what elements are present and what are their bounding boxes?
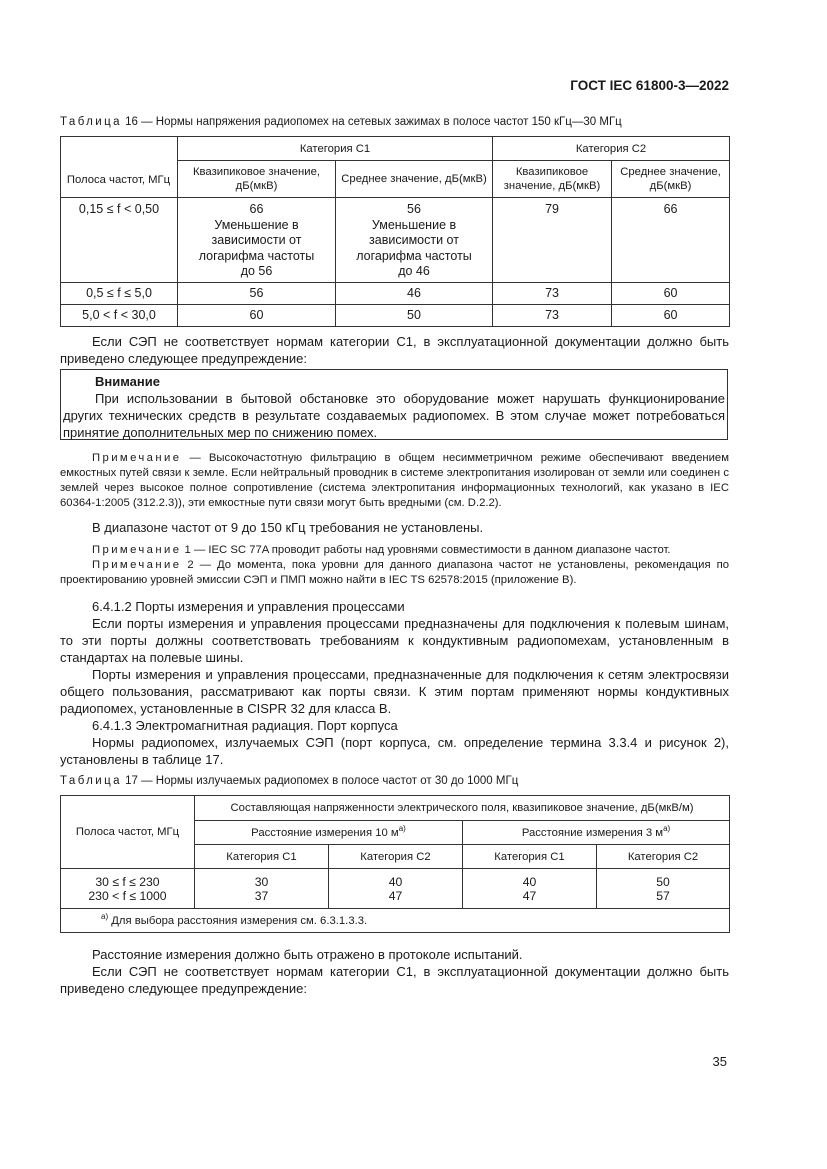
table17-caption-label: Таблица bbox=[60, 775, 122, 787]
dist3-label: Расстояние измерения 3 м bbox=[521, 826, 664, 839]
table17-dist10 bbox=[195, 821, 463, 845]
table16-qp-c2: 79 bbox=[493, 198, 612, 283]
page-number: 35 bbox=[712, 1054, 727, 1069]
note-label: Примечание bbox=[92, 544, 182, 556]
table16-caption-text: 16 — Нормы напряжения радиопомех на сетевых зажимах в полосе частот 150 кГц—30 МГц bbox=[121, 116, 622, 128]
table16-col-qp-c1: Квазипиковое значение, дБ(мкВ) bbox=[178, 161, 336, 198]
table16-qp-c1 bbox=[178, 198, 336, 283]
table17-dist3 bbox=[463, 821, 730, 845]
table17-d3-c2 bbox=[597, 869, 730, 909]
table17-cat-c1: Категория С1 bbox=[463, 845, 597, 869]
note-label: Примечание bbox=[92, 559, 182, 571]
table17-caption-text: 17 — Нормы излучаемых радиопомех в полосе частот от 30 до 1000 МГц bbox=[121, 775, 519, 787]
note bbox=[60, 451, 729, 511]
band-value: 0,15 ≤ f < 0,50 bbox=[78, 202, 160, 216]
table16-caption bbox=[60, 116, 729, 128]
cell-value: 40 bbox=[388, 874, 403, 889]
table17-d10-c1 bbox=[195, 869, 329, 909]
note-label: Примечание bbox=[92, 452, 182, 464]
paragraph: Если СЭП не соответствует нормам категории С1, в эксплуатационной документации должно быть приведено следующее предупреждение: bbox=[60, 964, 729, 996]
note-text: 1 — IEC SC 77A проводит работы над уровнями совместимости в данном диапазоне частот. bbox=[181, 544, 671, 556]
table17-cat-c2: Категория С2 bbox=[329, 845, 463, 869]
table16-avg-c1 bbox=[336, 198, 493, 283]
table-row bbox=[61, 198, 730, 283]
note-text: — Высокочастотную фильтрацию в общем несимметричном режиме обеспечивают введением емкостных путей связи к земле. Если нейтральный проводник в системе электропитания изолирован от земли или соединен с землей через высокое полное сопротивление (система электропитания информационных технологий, как указано в IEC 60364-1:2005 (312.2.3)), эти емкостные пути связи могут быть вредными (см. D.2.2). bbox=[60, 452, 729, 509]
paragraph: Если порты измерения и управления процессами предназначены для подключения к полевым шинам, то эти порты должны соответствовать требованиям к кондуктивным радиопомехам, установленным в стандартах на полевые шины. bbox=[60, 616, 729, 665]
table16-qp-c1: 60 bbox=[178, 304, 336, 326]
cell-value: 66 bbox=[249, 202, 264, 216]
cell-value: 30 bbox=[254, 874, 269, 889]
table17-caption bbox=[60, 775, 729, 787]
table-row bbox=[61, 869, 730, 909]
table-row bbox=[61, 304, 730, 326]
warning-text: При использовании в бытовой обстановке это оборудование может нарушать функционирование других технических средств в результате создаваемых радиопомех. В этом случае может потребоваться принятие дополнительных мер по снижению помех. bbox=[63, 391, 725, 440]
footnote-ref: a) bbox=[663, 823, 671, 833]
band-value: 230 < f ≤ 1000 bbox=[88, 888, 167, 903]
warning-title: Внимание bbox=[95, 374, 160, 389]
section-heading: 6.4.1.3 Электромагнитная радиация. Порт корпуса bbox=[92, 718, 398, 733]
table17-d3-c1 bbox=[463, 869, 597, 909]
table17 bbox=[60, 795, 730, 933]
cell-value: 37 bbox=[254, 888, 269, 903]
table16-qp-c1: 56 bbox=[178, 282, 336, 304]
paragraph: Если СЭП не соответствует нормам категории С1, в эксплуатационной документации должно быть приведено следующее предупреждение: bbox=[60, 334, 729, 366]
table17-cat-c1: Категория С1 bbox=[195, 845, 329, 869]
footnote-mark: a) bbox=[101, 911, 109, 921]
table16-band: 5,0 < f < 30,0 bbox=[61, 304, 178, 326]
table16-caption-label: Таблица bbox=[60, 116, 122, 128]
table16-avg-c2: 60 bbox=[612, 282, 730, 304]
table17-d10-c2 bbox=[329, 869, 463, 909]
table16-band bbox=[61, 198, 178, 283]
table16-cat-c1: Категория С1 bbox=[178, 137, 493, 161]
footnote-text: Для выбора расстояния измерения см. 6.3.1.3.3. bbox=[108, 914, 368, 927]
cell-value: 47 bbox=[522, 888, 537, 903]
table17-bands bbox=[61, 869, 195, 909]
cell-value: 56 bbox=[407, 202, 421, 216]
table16-avg-c2: 60 bbox=[612, 304, 730, 326]
note bbox=[60, 558, 729, 588]
table16-cat-c2: Категория С2 bbox=[493, 137, 730, 161]
paragraph: Порты измерения и управления процессами, предназначенные для подключения к сетям электросвязи общего пользования, рассматривают как порты связи. К этим портам применяют нормы кондуктивных радиопомех, установленные в CISPR 32 для класса В. bbox=[60, 667, 729, 716]
table17-cat-c2: Категория С2 bbox=[597, 845, 730, 869]
table16-col-avg-c2: Среднее значение, дБ(мкВ) bbox=[612, 161, 730, 198]
table17-col-band: Полоса частот, МГц bbox=[61, 796, 195, 869]
table16-band: 0,5 ≤ f ≤ 5,0 bbox=[61, 282, 178, 304]
cell-value: 57 bbox=[656, 888, 670, 903]
cell-note: Уменьшение в зависимости от логарифма частоты до 46 bbox=[356, 217, 472, 278]
cell-value: 40 bbox=[522, 874, 537, 889]
cell-value: 47 bbox=[388, 888, 403, 903]
table16-avg-c1: 46 bbox=[336, 282, 493, 304]
table16-qp-c2: 73 bbox=[493, 304, 612, 326]
dist10-label: Расстояние измерения 10 м bbox=[251, 826, 399, 839]
table16-col-avg-c1: Среднее значение, дБ(мкВ) bbox=[336, 161, 493, 198]
paragraph: Расстояние измерения должно быть отражено в протоколе испытаний. bbox=[92, 947, 523, 962]
cell-note: Уменьшение в зависимости от логарифма частоты до 56 bbox=[198, 217, 315, 278]
table-row bbox=[61, 282, 730, 304]
table16-col-qp-c2: Квазипиковое значение, дБ(мкВ) bbox=[493, 161, 612, 198]
table16-qp-c2: 73 bbox=[493, 282, 612, 304]
table17-footnote bbox=[61, 909, 730, 933]
cell-value: 50 bbox=[656, 874, 670, 889]
table17-top-header: Составляющая напряженности электрического поля, квазипиковое значение, дБ(мкВ/м) bbox=[195, 796, 730, 821]
footnote-ref: a) bbox=[398, 823, 406, 833]
note-text: 2 — До момента, пока уровни для данного диапазона частот не установлены, рекомендация по проектированию уровней эмиссии СЭП и ПМП можно найти в IEC TS 62578:2015 (приложение В). bbox=[60, 559, 729, 586]
warning-box bbox=[60, 369, 728, 440]
table16-avg-c2: 66 bbox=[612, 198, 730, 283]
document-code: ГОСТ IEC 61800-3—2022 bbox=[570, 78, 729, 93]
band-value: 30 ≤ f ≤ 230 bbox=[95, 874, 160, 889]
section-heading: 6.4.1.2 Порты измерения и управления процессами bbox=[92, 599, 405, 614]
paragraph: Нормы радиопомех, излучаемых СЭП (порт корпуса, см. определение термина 3.3.4 и рисунок 2), установлены в таблице 17. bbox=[60, 735, 729, 767]
note bbox=[60, 543, 729, 558]
table17-wrapper bbox=[60, 795, 729, 933]
paragraph: В диапазоне частот от 9 до 150 кГц требования не установлены. bbox=[92, 520, 484, 535]
table16-col-band: Полоса частот, МГц bbox=[66, 173, 171, 186]
table16-avg-c1: 50 bbox=[336, 304, 493, 326]
